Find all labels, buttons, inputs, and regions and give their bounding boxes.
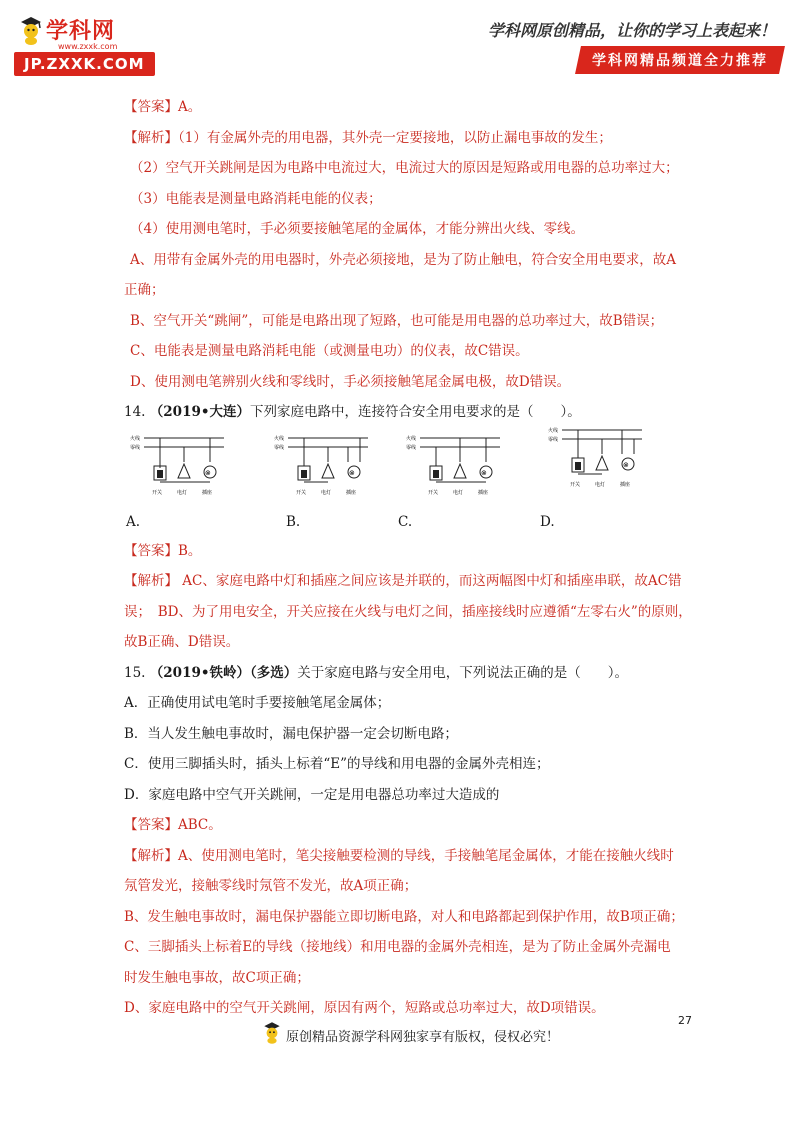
- svg-text:开关: 开关: [296, 489, 307, 496]
- q15-option: B．当人发生触电事故时，漏电保护器一定会切断电路；: [124, 725, 458, 742]
- svg-text:电灯: 电灯: [595, 481, 606, 488]
- q13-analysis-line: 【解析】（1）有金属外壳的用电器，其外壳一定要接地，以防止漏电事故的发生；: [124, 129, 612, 146]
- svg-text:插座: 插座: [346, 489, 357, 496]
- svg-text:⊗: ⊗: [481, 468, 487, 477]
- svg-text:插座: 插座: [202, 489, 213, 496]
- q13-explain-line: 正确；: [124, 282, 165, 298]
- document-body: [124, 92, 724, 1024]
- q13-analysis-line: （4）使用测电笔时，手必须要接触笔尾的金属体，才能分辨出火线、零线。: [130, 221, 585, 237]
- q13-explain-line: A、用带有金属外壳的用电器时，外壳必须接地，是为了防止触电，符合安全用电要求，故A: [130, 251, 676, 268]
- svg-text:火线: 火线: [406, 435, 417, 442]
- svg-text:火线: 火线: [548, 427, 559, 434]
- q13-explain-line: D、使用测电笔辨别火线和零线时，手必须接触笔尾金属电极，故D错误。: [130, 373, 571, 390]
- svg-text:开关: 开关: [428, 489, 439, 496]
- svg-text:零线: 零线: [274, 444, 285, 451]
- q14-analysis-line: 故B正确、D错误。: [124, 634, 240, 650]
- svg-text:插座: 插座: [620, 481, 631, 488]
- svg-text:火线: 火线: [274, 435, 285, 442]
- q14-options: [124, 508, 724, 536]
- option-b: B.: [286, 513, 301, 530]
- q15-analysis-line: 时发生触电事故，故C项正确；: [124, 969, 310, 986]
- page-header: [0, 0, 800, 80]
- q15-analysis-line: 氖管发光，接触零线时氖管不发光，故A项正确；: [124, 878, 418, 894]
- q13-analysis-line: （2）空气开关跳闸是因为电路中电流过大，电流过大的原因是短路或用电器的总功率过大；: [130, 160, 679, 176]
- q15-analysis-line: D、家庭电路中的空气开关跳闸，原因有两个，短路或总功率过大，故D项错误。: [124, 1000, 605, 1016]
- q14-answer: 【答案】B。: [124, 542, 202, 559]
- q14-analysis-line: 误； BD、为了用电安全，开关应接在火线与电灯之间，插座接线时应遵循“左零右火”的原则，: [124, 603, 692, 620]
- q15-option: C．使用三脚插头时，插头上标着“E”的导线和用电器的金属外壳相连；: [124, 756, 550, 772]
- option-a: A.: [126, 513, 141, 530]
- neutral-wire-label: 零线: [130, 444, 141, 451]
- q15-option: A．正确使用试电笔时手要接触笔尾金属体；: [124, 695, 391, 711]
- circuit-diagram-d: [548, 424, 644, 490]
- mascot-icon: [18, 16, 44, 46]
- q13-analysis-line: （3）电能表是测量电路消耗电能的仪表；: [130, 190, 382, 207]
- page-number: 27: [678, 1014, 692, 1027]
- svg-text:零线: 零线: [406, 444, 417, 451]
- svg-text:开关: 开关: [152, 489, 163, 496]
- promo-banner: [575, 46, 785, 74]
- q15-analysis-line: 【解析】A、使用测电笔时，笔尖接触要检测的导线，手接触笔尾金属体，才能在接触火线时: [124, 847, 674, 864]
- q14-circuit-diagrams: [124, 427, 724, 508]
- svg-text:电灯: 电灯: [177, 489, 188, 496]
- svg-text:⊗: ⊗: [349, 468, 355, 477]
- svg-text:⊗: ⊗: [205, 468, 211, 477]
- logo-text: 学科网: [46, 19, 116, 44]
- q15-analysis-line: B、发生触电事故时，漏电保护器能立即切断电路，对人和电路都起到保护作用，故B项正确；: [124, 908, 684, 925]
- svg-text:开关: 开关: [570, 481, 581, 488]
- svg-text:零线: 零线: [548, 436, 559, 443]
- option-c: C.: [398, 513, 413, 530]
- circuit-diagram-c: [406, 432, 502, 498]
- logo-url-badge: JP.ZXXK.COM: [14, 52, 155, 76]
- q14-analysis-line: 【解析】 AC、家庭电路中灯和插座之间应该是并联的，而这两幅图中灯和插座串联，故AC错: [124, 573, 682, 589]
- q15-option: D．家庭电路中空气开关跳闸，一定是用电器总功率过大造成的: [124, 786, 500, 803]
- mascot-icon: [262, 1020, 282, 1046]
- circuit-diagram-b: [274, 432, 370, 498]
- header-slogan: 学科网原创精品，让你的学习上表起来！: [487, 21, 776, 40]
- option-d: D.: [540, 513, 555, 530]
- page-footer: [0, 1012, 800, 1062]
- q14-stem: 14. （2019•大连）下列家庭电路中，连接符合安全用电要求的是（ ）。: [124, 404, 581, 420]
- promo-text: 学科网精品频道全力推荐: [592, 53, 768, 69]
- q13-explain-line: C、电能表是测量电路消耗电能（或测量电功）的仪表，故C错误。: [130, 343, 529, 359]
- copyright-notice: 原创精品资源学科网独家享有版权，侵权必究！: [286, 1030, 560, 1045]
- q15-answer: 【答案】ABC。: [124, 817, 222, 833]
- q15-analysis-line: C、三脚插头上标着E的导线（接地线）和用电器的金属外壳相连，是为了防止金属外壳漏电: [124, 939, 671, 955]
- live-wire-label: 火线: [130, 435, 141, 442]
- svg-text:插座: 插座: [478, 489, 489, 496]
- q13-explain-line: B、空气开关“跳闸”，可能是电路出现了短路，也可能是用电器的总功率过大，故B错误；: [130, 312, 664, 329]
- q15-stem: 15. （2019•铁岭）（多选）关于家庭电路与安全用电，下列说法正确的是（ ）。: [124, 664, 628, 681]
- logo-subtext: www.zxxk.com: [58, 42, 118, 51]
- q13-answer: 【答案】A。: [124, 99, 202, 115]
- svg-text:电灯: 电灯: [321, 489, 332, 496]
- svg-text:电灯: 电灯: [453, 489, 464, 496]
- svg-text:⊗: ⊗: [623, 460, 629, 469]
- circuit-diagram-a: [130, 432, 226, 498]
